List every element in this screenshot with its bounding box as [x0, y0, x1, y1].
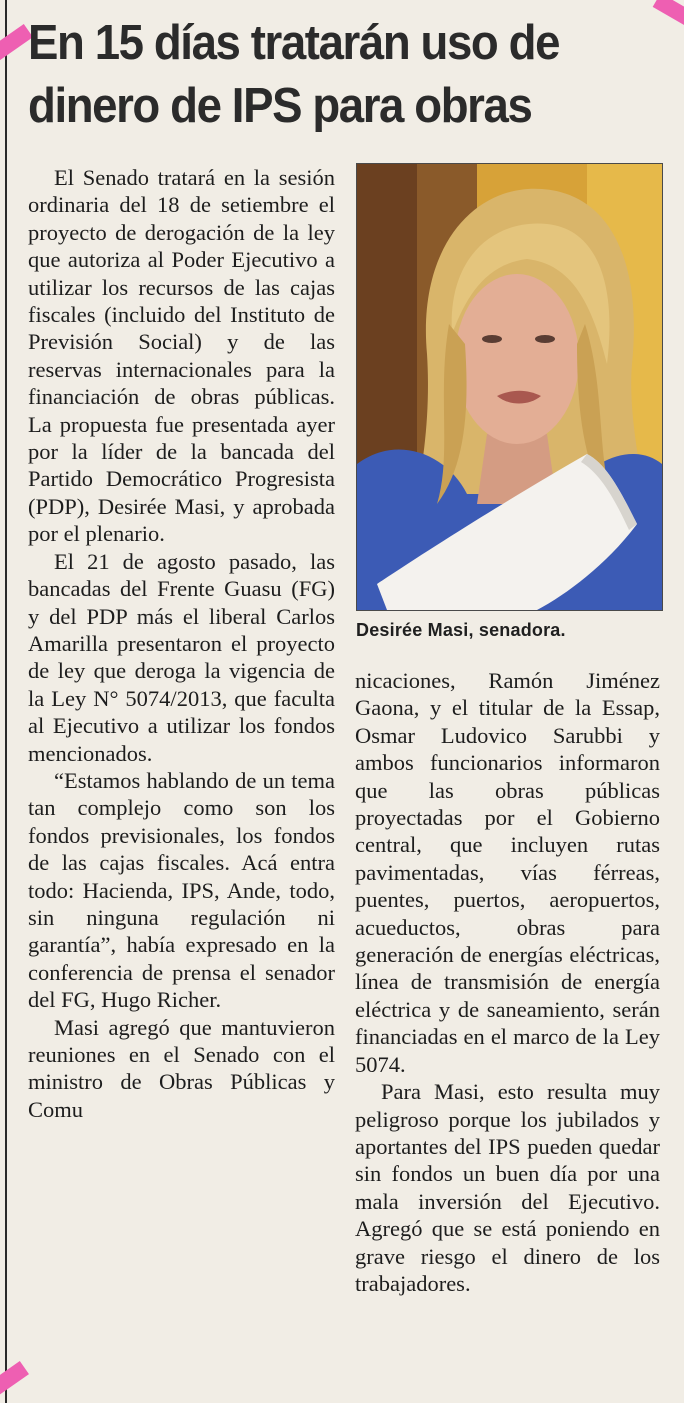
paragraph: Para Masi, esto resulta muy peligroso porque los jubilados y aportantes del IPS pueden quedar sin fondos un buen día por una mala inversión del Ejecutivo. Agregó que se está poniendo en grave riesgo el dinero de los trabajadores.	[355, 1079, 660, 1296]
article-column-left	[28, 164, 335, 1123]
photo-caption: Desirée Masi, senadora.	[356, 620, 566, 640]
paragraph: “Estamos hablando de un tema tan complejo como son los fondos previsionales, los fondos de las cajas fiscales. Acá entra todo: Hacienda, IPS, Ande, todo, sin ninguna regulación ni garantía”, había expresado en la conferencia de prensa el senador del FG, Hugo Richer.	[28, 767, 335, 1013]
article-column-right	[355, 667, 660, 1297]
headline: En 15 días tratarán uso de dinero de IPS para obras	[28, 16, 560, 133]
paragraph: nicaciones, Ramón Jiménez Gaona, y el titular de la Essap, Osmar Ludovico Sarubbi y ambos funcionarios informaron que las obras públicas proyectadas por el Gobierno central, que incluyen rutas pavimentadas, vías férreas, puentes, puertos, aeropuertos, acueductos, obras para generación de energías eléctricas, línea de transmisión de energía eléctrica y de saneamiento, serán financiadas en el marco de la Ley 5074.	[355, 668, 660, 1077]
paragraph: Masi agregó que mantuvieron reuniones en el Senado con el ministro de Obras Públicas y Comu	[28, 1014, 335, 1122]
highlighter-mark	[653, 0, 684, 27]
paragraph: El 21 de agosto pasado, las bancadas del Frente Guasu (FG) y del PDP más el liberal Carlos Amarilla presentaron el proyecto de ley que deroga la vigencia de la Ley N° 5074/2013, que faculta al Ejecutivo a utilizar los fondos mencionados.	[28, 548, 335, 766]
column-rule	[5, 0, 7, 1403]
senator-photo	[356, 163, 663, 611]
paragraph: El Senado tratará en la sesión ordinaria del 18 de setiembre el proyecto de derogación de la ley que autoriza al Poder Ejecutivo a utilizar los recursos de las cajas fiscales (incluido del Instituto de Previsión Social) y de las reservas internacionales para la financiación de obras públicas. La propuesta fue presentada ayer por la líder de la bancada del Partido Democrático Progresista (PDP), Desirée Masi, y aprobada por el plenario.	[28, 165, 335, 547]
